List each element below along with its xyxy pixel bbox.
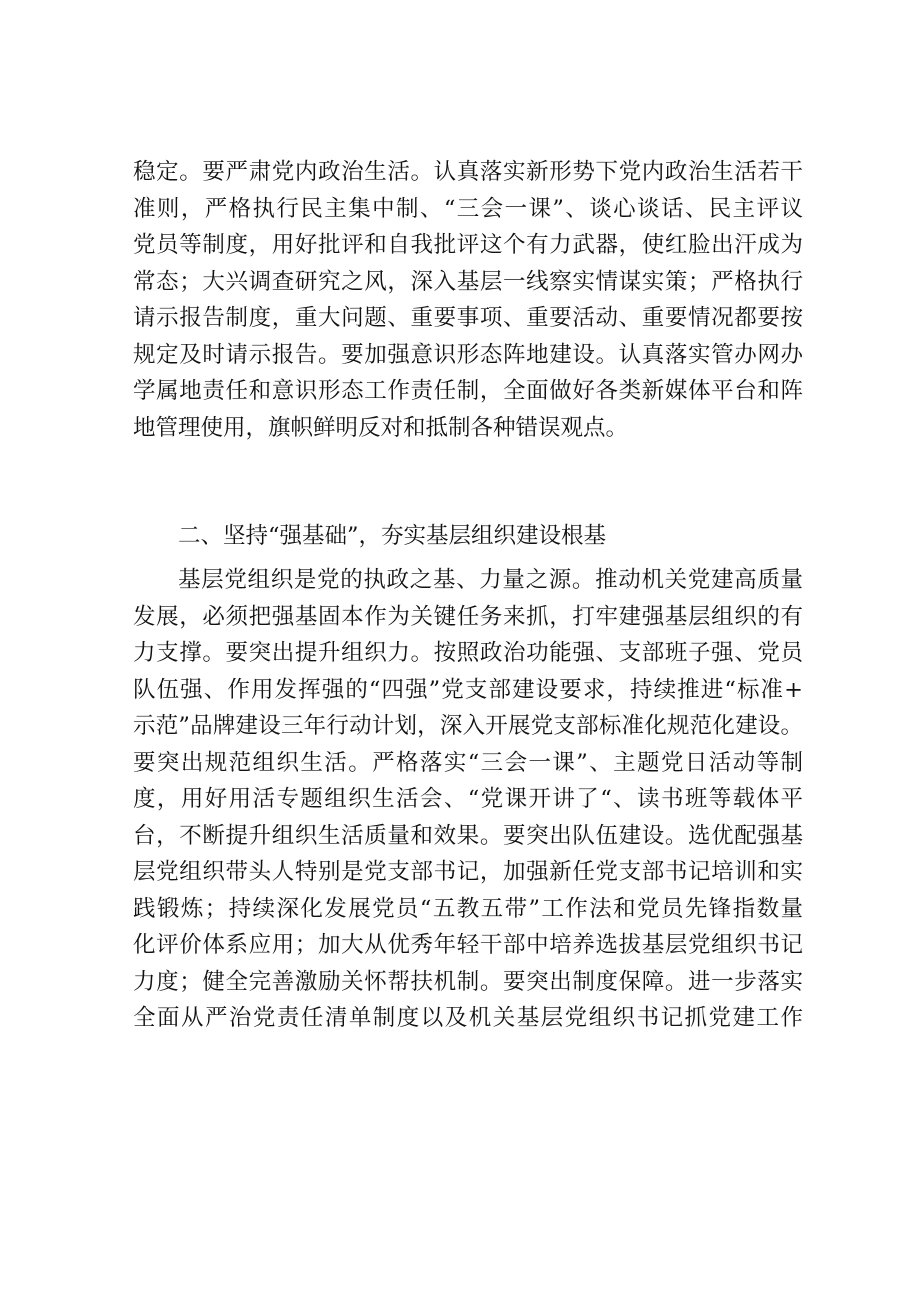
text-line: 规定及时请示报告。要加强意识形态阵地建设。认真落实管办网办 — [133, 341, 803, 368]
text-line: 全面从严治党责任清单制度以及机关基层党组织书记抓党建工作 — [133, 1005, 803, 1031]
text-line: 学属地责任和意识形态工作责任制，全面做好各类新媒体平台和阵 — [133, 378, 803, 404]
text-line: 层党组织带头人特别是党支部书记，加强新任党支部书记培训和实 — [133, 859, 803, 885]
paragraph-two — [133, 562, 803, 1037]
text-line: 示范”品牌建设三年行动计划，深入开展党支部标准化规范化建设。 — [133, 713, 803, 739]
paragraph-continued — [133, 154, 803, 446]
section-heading: 二、坚持“强基础”，夯实基层组织建设根基 — [178, 523, 607, 549]
text-line: 发展，必须把强基固本作为关键任务来抓，打牢建强基层组织的有 — [133, 603, 803, 630]
text-line: 力度；健全完善激励关怀帮扶机制。要突出制度保障。进一步落实 — [133, 968, 803, 995]
text-line: 化评价体系应用；加大从优秀年轻干部中培养选拔基层党组织书记 — [133, 932, 803, 958]
text-line: 地管理使用，旗帜鲜明反对和抵制各种错误观点。 — [133, 414, 629, 441]
text-line: 台，不断提升组织生活质量和效果。要突出队伍建设。选优配强基 — [133, 822, 803, 849]
text-line: 请示报告制度，重大问题、重要事项、重要活动、重要情况都要按 — [133, 305, 803, 331]
text-line: 稳定。要严肃党内政治生活。认真落实新形势下党内政治生活若干 — [133, 159, 803, 185]
section-heading-block — [133, 518, 803, 555]
text-line: 准则，严格执行民主集中制、“三会一课”、谈心谈话、民主评议 — [133, 195, 803, 222]
text-line: 力支撑。要突出提升组织力。按照政治功能强、支部班子强、党员 — [133, 640, 803, 666]
text-line: 常态；大兴调查研究之风，深入基层一线察实情谋实策；严格执行 — [133, 268, 803, 295]
text-line: 队伍强、作用发挥强的“四强”党支部建设要求，持续推进“标准+ — [133, 676, 803, 703]
text-line: 党员等制度，用好批评和自我批评这个有力武器，使红脸出汗成为 — [133, 232, 803, 258]
text-line: 基层党组织是党的执政之基、力量之源。推动机关党建高质量 — [178, 567, 803, 593]
text-line: 要突出规范组织生活。严格落实“三会一课”、主题党日活动等制 — [133, 749, 803, 776]
text-line: 度，用好用活专题组织生活会、“党课开讲了“、读书班等载体平 — [133, 786, 803, 812]
text-line: 践锻炼；持续深化发展党员“五教五带”工作法和党员先锋指数量 — [133, 895, 803, 922]
